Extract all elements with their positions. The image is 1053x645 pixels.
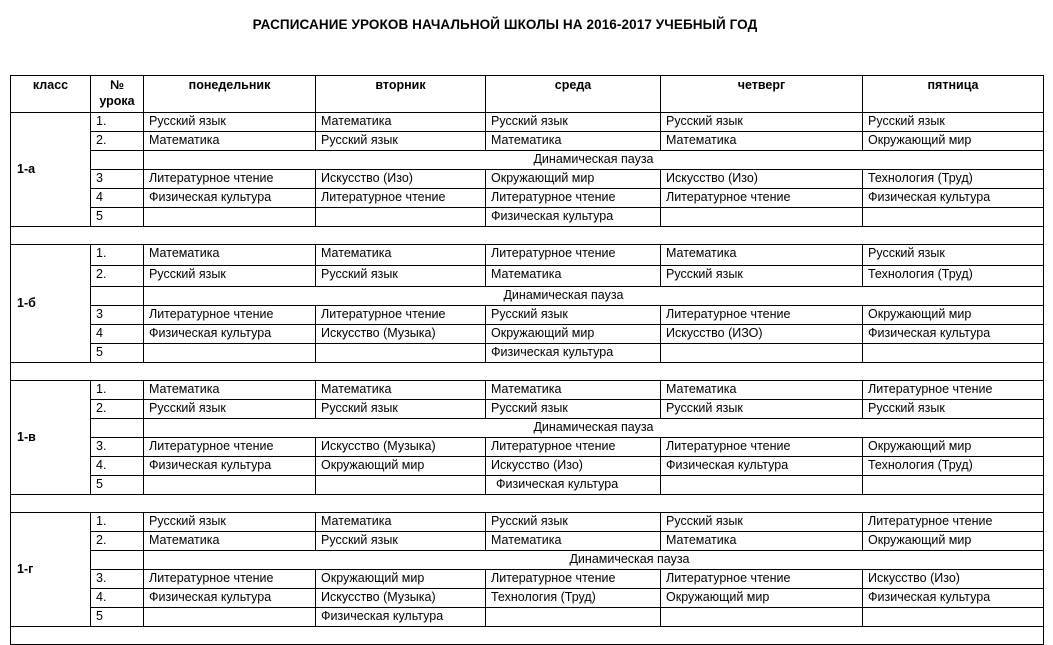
subject-cell: Математика [661,132,863,151]
subject-cell: Русский язык [863,400,1044,419]
subject-cell: Литературное чтение [316,306,486,325]
subject-cell: Русский язык [661,266,863,287]
lesson-number: 2. [91,132,144,151]
subject-cell: Физическая культура [144,189,316,208]
header-class: класс [11,76,91,113]
lesson-number [91,287,144,306]
lesson-number: 4. [91,589,144,608]
subject-cell [144,344,316,363]
subject-cell: Математика [661,245,863,266]
subject-cell: Физическая культура [144,589,316,608]
subject-cell: Искусство (ИЗО) [661,325,863,344]
lesson-row [11,208,1044,227]
lesson-number: 1. [91,113,144,132]
spacer-cell [11,495,1044,513]
subject-cell [661,208,863,227]
subject-cell: Окружающий мир [486,170,661,189]
header-day-wed: среда [486,76,661,113]
dynamic-pause-label: Динамическая пауза [533,152,654,166]
lesson-row [11,419,1044,438]
subject-cell: Литературное чтение [486,245,661,266]
lesson-row [11,381,1044,400]
class-name: 1-б [11,245,91,363]
spacer-row [11,627,1044,645]
subject-cell: Литературное чтение [486,438,661,457]
subject-cell [316,344,486,363]
subject-cell: Окружающий мир [486,325,661,344]
subject-cell: Математика [316,513,486,532]
subject-cell: Искусство (Музыка) [316,325,486,344]
lesson-row [11,245,1044,266]
spacer-cell [11,227,1044,245]
subject-cell: Русский язык [863,245,1044,266]
subject-cell: Русский язык [486,113,661,132]
lesson-number: 5 [91,344,144,363]
spacer-row [11,495,1044,513]
subject-cell: Математика [486,132,661,151]
class-name: 1-в [11,381,91,495]
lesson-row [11,438,1044,457]
subject-cell: Русский язык [486,306,661,325]
lesson-number: 2. [91,532,144,551]
header-day-thu: четверг [661,76,863,113]
dynamic-pause [144,287,1044,306]
lesson-row [11,170,1044,189]
lesson-row [11,132,1044,151]
lesson-number: 3 [91,306,144,325]
subject-cell: Математика [316,113,486,132]
subject-cell: Физическая культура [486,476,661,495]
subject-cell [863,208,1044,227]
subject-cell: Физическая культура [661,457,863,476]
subject-cell: Литературное чтение [863,381,1044,400]
subject-cell: Окружающий мир [316,457,486,476]
subject-cell: Математика [661,532,863,551]
subject-cell: Русский язык [863,113,1044,132]
subject-cell: Технология (Труд) [863,170,1044,189]
lesson-row [11,400,1044,419]
subject-cell [144,208,316,227]
subject-cell [144,476,316,495]
header-day-fri: пятница [863,76,1044,113]
subject-cell: Математика [144,532,316,551]
subject-cell [486,608,661,627]
dynamic-pause [144,551,1044,570]
lesson-row [11,570,1044,589]
subject-cell: Литературное чтение [144,570,316,589]
subject-cell [661,608,863,627]
lesson-number: 3. [91,438,144,457]
header-lesson-number [91,76,144,113]
lesson-number [91,551,144,570]
subject-cell: Физическая культура [486,208,661,227]
header-lesson-number-symbol: № [110,78,124,92]
subject-cell: Русский язык [316,132,486,151]
lesson-row [11,266,1044,287]
lesson-number: 4 [91,325,144,344]
subject-cell: Окружающий мир [863,438,1044,457]
lesson-number [91,151,144,170]
subject-cell: Физическая культура [486,344,661,363]
dynamic-pause-label: Динамическая пауза [569,552,690,566]
lesson-number: 1. [91,513,144,532]
lesson-number: 1. [91,381,144,400]
subject-cell: Искусство (Музыка) [316,438,486,457]
subject-cell: Литературное чтение [661,306,863,325]
subject-cell: Окружающий мир [863,306,1044,325]
lesson-row [11,457,1044,476]
lesson-row [11,287,1044,306]
subject-cell [144,608,316,627]
subject-cell: Литературное чтение [661,438,863,457]
subject-cell: Литературное чтение [661,189,863,208]
subject-cell: Математика [486,266,661,287]
subject-cell: Русский язык [661,400,863,419]
subject-cell [863,344,1044,363]
lesson-row [11,151,1044,170]
subject-cell: Математика [661,381,863,400]
dynamic-pause-label: Динамическая пауза [533,420,654,434]
subject-cell: Окружающий мир [863,132,1044,151]
subject-cell: Физическая культура [863,189,1044,208]
subject-cell: Литературное чтение [661,570,863,589]
subject-cell: Математика [144,245,316,266]
lesson-number: 2. [91,266,144,287]
lesson-number: 4. [91,457,144,476]
lesson-row [11,325,1044,344]
header-day-tue: вторник [316,76,486,113]
subject-cell: Русский язык [316,532,486,551]
subject-cell: Физическая культура [863,325,1044,344]
subject-cell: Литературное чтение [144,170,316,189]
lesson-number: 1. [91,245,144,266]
page-title: РАСПИСАНИЕ УРОКОВ НАЧАЛЬНОЙ ШКОЛЫ НА 2016-2017 УЧЕБНЫЙ ГОД [252,17,758,32]
spacer-cell [11,627,1044,645]
subject-cell: Математика [486,532,661,551]
subject-cell: Математика [316,381,486,400]
subject-cell: Технология (Труд) [863,457,1044,476]
lesson-row [11,189,1044,208]
subject-cell: Русский язык [144,513,316,532]
subject-cell: Искусство (Изо) [316,170,486,189]
header-day-mon: понедельник [144,76,316,113]
class-name: 1-г [11,513,91,627]
subject-cell: Физическая культура [144,457,316,476]
subject-cell: Русский язык [486,400,661,419]
spacer-cell [11,363,1044,381]
subject-cell [863,476,1044,495]
lesson-row [11,513,1044,532]
subject-cell: Литературное чтение [316,189,486,208]
subject-cell: Литературное чтение [863,513,1044,532]
subject-cell: Русский язык [316,266,486,287]
lesson-row [11,589,1044,608]
subject-cell: Окружающий мир [863,532,1044,551]
subject-cell: Искусство (Изо) [863,570,1044,589]
lesson-number: 3. [91,570,144,589]
lesson-row [11,551,1044,570]
lesson-number: 3 [91,170,144,189]
subject-cell: Искусство (Музыка) [316,589,486,608]
lesson-row [11,476,1044,495]
lesson-number: 5 [91,608,144,627]
header-lesson-number-word: урока [99,94,135,108]
subject-cell: Русский язык [661,113,863,132]
subject-cell: Русский язык [316,400,486,419]
dynamic-pause-label: Динамическая пауза [503,288,624,302]
subject-cell: Технология (Труд) [486,589,661,608]
subject-cell [863,608,1044,627]
lesson-number: 4 [91,189,144,208]
spacer-row [11,363,1044,381]
dynamic-pause [144,419,1044,438]
subject-cell [316,476,486,495]
subject-cell: Математика [144,381,316,400]
class-name: 1-а [11,113,91,227]
subject-cell: Математика [316,245,486,266]
subject-cell: Русский язык [144,400,316,419]
subject-cell [661,476,863,495]
lesson-number: 5 [91,476,144,495]
subject-cell: Физическая культура [144,325,316,344]
lesson-row [11,532,1044,551]
lesson-row [11,608,1044,627]
subject-cell: Литературное чтение [144,306,316,325]
header-row [11,76,1044,113]
subject-cell: Математика [486,381,661,400]
spacer-row [11,227,1044,245]
subject-cell: Литературное чтение [144,438,316,457]
lesson-row [11,344,1044,363]
subject-cell: Русский язык [144,266,316,287]
subject-cell: Искусство (Изо) [486,457,661,476]
subject-cell: Физическая культура [863,589,1044,608]
lesson-row [11,306,1044,325]
subject-cell [316,208,486,227]
lesson-number [91,419,144,438]
subject-cell: Окружающий мир [661,589,863,608]
subject-cell: Литературное чтение [486,189,661,208]
subject-cell: Окружающий мир [316,570,486,589]
subject-cell: Технология (Труд) [863,266,1044,287]
subject-cell: Искусство (Изо) [661,170,863,189]
subject-cell: Русский язык [661,513,863,532]
lesson-row [11,113,1044,132]
subject-cell: Русский язык [486,513,661,532]
dynamic-pause [144,151,1044,170]
subject-cell: Математика [144,132,316,151]
schedule-table [10,75,1044,645]
lesson-number: 5 [91,208,144,227]
subject-cell: Русский язык [144,113,316,132]
subject-cell [661,344,863,363]
lesson-number: 2. [91,400,144,419]
subject-cell: Литературное чтение [486,570,661,589]
subject-cell: Физическая культура [316,608,486,627]
